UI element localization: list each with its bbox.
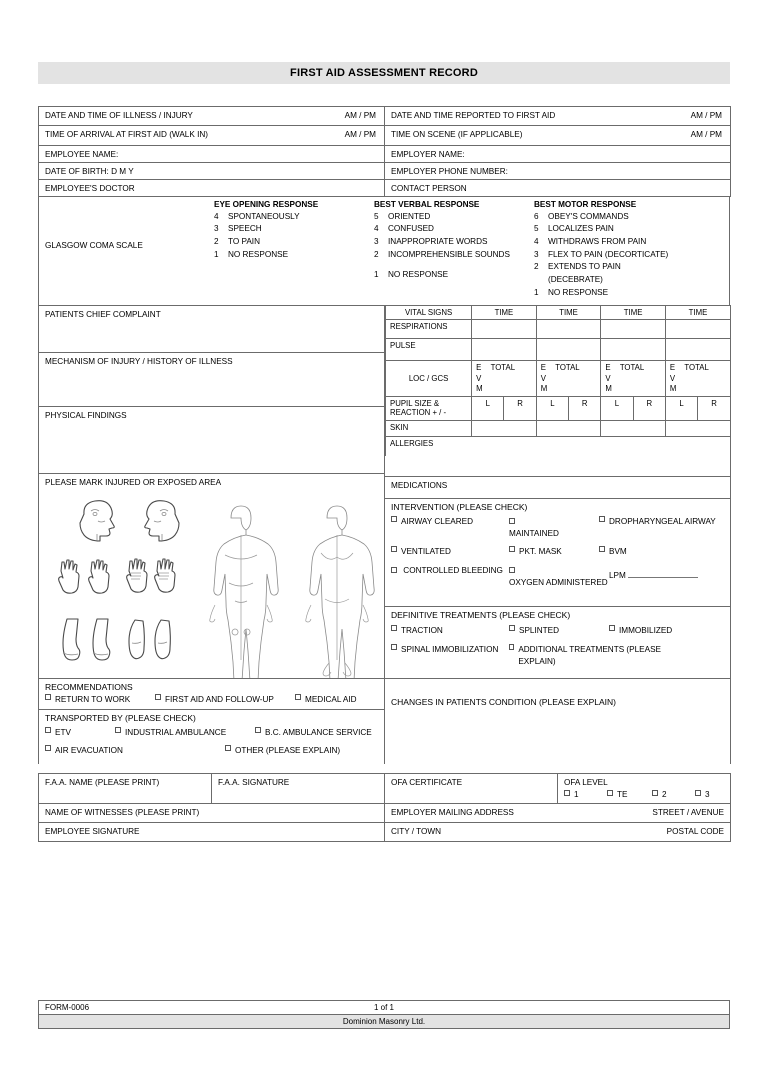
table-row (39, 678, 731, 763)
label: BVM (609, 547, 627, 557)
loc-gcs-cell-3[interactable] (601, 361, 666, 396)
checkbox-spinal-immobilization[interactable] (391, 644, 509, 669)
employee-signature-label: EMPLOYEE SIGNATURE (45, 826, 140, 836)
checkbox-icon[interactable] (607, 790, 613, 796)
label: AIR EVACUATION (55, 746, 123, 756)
score: 4 (534, 236, 539, 246)
vitals-time-4: TIME (665, 306, 730, 320)
label: FIRST AID AND FOLLOW-UP (165, 694, 274, 704)
header-info-table (38, 106, 731, 197)
letter-m: M (669, 383, 677, 393)
chief-complaint-label: PATIENTS CHIEF COMPLAINT (45, 310, 161, 320)
checkbox-maintained[interactable] (509, 516, 599, 541)
cell-arrival-time[interactable] (39, 126, 385, 145)
table-row (386, 361, 731, 396)
employer-mailing-address-label: EMPLOYER MAILING ADDRESS (391, 807, 514, 817)
letter-e: E (476, 363, 482, 373)
head-profile-right-icon (145, 500, 179, 540)
pupil-l-3[interactable]: L (601, 396, 633, 420)
footer-row-company (38, 1015, 730, 1029)
cell-employer-name[interactable] (385, 145, 731, 162)
score: 2 (534, 262, 539, 272)
list-item (374, 249, 534, 262)
list-item (214, 223, 374, 236)
checkbox-icon[interactable] (509, 625, 515, 631)
pulse-value-4[interactable] (665, 339, 730, 361)
table-row (386, 396, 731, 420)
list-item (374, 269, 534, 282)
respirations-value-2[interactable] (536, 320, 601, 339)
label: AIRWAY CLEARED (401, 516, 474, 526)
list-item (374, 223, 534, 236)
vitals-time-1: TIME (472, 306, 537, 320)
table-row (39, 773, 731, 803)
body-back-diagram-icon (306, 506, 374, 678)
label: TRACTION (401, 625, 443, 635)
pulse-value-2[interactable] (536, 339, 601, 361)
label: NO RESPONSE (548, 287, 609, 297)
field-medications[interactable] (385, 476, 731, 498)
page-title-bar (38, 62, 730, 84)
table-row (39, 822, 731, 841)
checkbox-icon[interactable] (45, 727, 51, 733)
pupil-l-1[interactable]: L (472, 396, 504, 420)
letter-v: V (540, 373, 546, 383)
loc-gcs-cell-4[interactable] (665, 361, 730, 396)
label: 1 (574, 789, 579, 799)
vitals-loc-gcs-label: LOC / GCS (386, 361, 472, 396)
cell-employees-doctor[interactable] (39, 179, 385, 196)
label: OXYGEN ADMINISTERED (509, 578, 608, 587)
score: 1 (534, 287, 539, 297)
checkbox-icon[interactable] (391, 516, 397, 522)
field-chief-complaint[interactable] (39, 306, 384, 353)
label: 3 (705, 789, 710, 799)
field-physical-findings[interactable] (39, 407, 384, 474)
letter-m: M (476, 383, 483, 393)
checkbox-ofa-level-1[interactable] (564, 790, 607, 799)
letter-v: V (669, 373, 676, 383)
field-ofa-certificate[interactable] (385, 773, 558, 803)
checkbox-icon[interactable] (599, 516, 605, 522)
ofa-level-label: OFA LEVEL (564, 777, 608, 787)
definitive-heading: DEFINITIVE TREATMENTS (PLEASE CHECK) (391, 609, 571, 620)
employees-doctor-label: EMPLOYEE'S DOCTOR (45, 183, 135, 193)
label: RETURN TO WORK (55, 694, 131, 704)
skin-value-3[interactable] (601, 420, 666, 436)
gcs-label: GLASGOW COMA SCALE (45, 240, 143, 250)
recommendations-row (39, 694, 384, 706)
checkbox-icon[interactable] (295, 694, 301, 700)
pupil-r-4[interactable]: R (698, 396, 730, 420)
signature-table (38, 773, 731, 843)
score: 3 (534, 249, 539, 259)
loc-gcs-cell-1[interactable] (472, 361, 537, 396)
faa-signature-label: F.A.A. SIGNATURE (218, 777, 290, 787)
gcs-body (39, 209, 729, 306)
checkbox-icon[interactable] (45, 745, 51, 751)
table-row (39, 306, 731, 476)
cell-reported-first-aid[interactable] (385, 107, 731, 126)
label: EXTENDS TO PAIN (DECEBRATE) (548, 262, 621, 285)
label: CONFUSED (388, 224, 434, 234)
score: 2 (214, 236, 219, 246)
checkbox-oxygen-administered[interactable] (509, 565, 609, 590)
skin-value-2[interactable] (536, 420, 601, 436)
label: B.C. AMBULANCE SERVICE (265, 727, 372, 737)
definitive-row-2 (391, 644, 724, 669)
loc-gcs-cell-2[interactable] (536, 361, 601, 396)
list-item (214, 211, 374, 224)
cell-narrative-column (39, 306, 385, 678)
table-row (39, 107, 731, 126)
checkbox-ventilated[interactable] (391, 546, 509, 558)
pulse-value-3[interactable] (601, 339, 666, 361)
arrival-label: TIME OF ARRIVAL AT FIRST AID (WALK IN) (45, 130, 209, 140)
respirations-value-1[interactable] (472, 320, 537, 339)
recommendations-heading: RECOMMENDATIONS (45, 681, 133, 692)
list-item (534, 223, 714, 236)
vitals-allergies-label[interactable]: ALLERGIES (386, 436, 731, 456)
section-recommendations (39, 678, 385, 763)
label: OBEY'S COMMANDS (548, 211, 629, 221)
score: 4 (374, 224, 379, 234)
letter-e: E (540, 363, 546, 373)
field-mechanism-of-injury[interactable] (39, 353, 384, 407)
respirations-value-3[interactable] (601, 320, 666, 339)
label: IMMOBILIZED (619, 625, 673, 635)
label: ADDITIONAL TREATMENTS (PLEASE EXPLAIN) (518, 644, 662, 667)
label: INDUSTRIAL AMBULANCE (125, 727, 227, 737)
cell-employee-name[interactable] (39, 145, 385, 162)
transport-row-1 (45, 727, 378, 739)
gcs-eye-heading: EYE OPENING RESPONSE (214, 199, 319, 209)
score: 3 (374, 236, 379, 246)
form-number: FORM-0006 (45, 1003, 90, 1012)
form-page (0, 62, 768, 1083)
feet-diagram-icon (63, 619, 170, 660)
label: VENTILATED (401, 547, 451, 557)
contact-person-label: CONTACT PERSON (391, 183, 467, 193)
vitals-header-label: VITAL SIGNS (386, 306, 472, 320)
checkbox-etv[interactable] (45, 727, 115, 739)
illness-injury-label: DATE AND TIME OF ILLNESS / INJURY (45, 111, 193, 120)
on-scene-ampm: AM / PM (690, 130, 722, 140)
mark-area-label: PLEASE MARK INJURED OR EXPOSED AREA (45, 478, 222, 488)
gcs-eye-column (214, 211, 374, 300)
pulse-value-1[interactable] (472, 339, 537, 361)
checkbox-airway-cleared[interactable] (391, 516, 509, 541)
assessment-table (38, 305, 731, 678)
label: INCOMPREHENSIBLE SOUNDS (388, 249, 510, 259)
recommendations-transport-table (38, 678, 731, 764)
faa-name-label: F.A.A. NAME (PLEASE PRINT) (45, 777, 160, 787)
letter-v: V (476, 373, 482, 383)
company-name: Dominion Masonry Ltd. (342, 1017, 426, 1026)
field-ofa-level (558, 773, 731, 803)
table-row (39, 126, 731, 145)
label: TE (617, 789, 628, 799)
table-row (39, 162, 731, 179)
checkbox-icon[interactable] (599, 546, 605, 552)
checkbox-bvm[interactable] (599, 546, 627, 558)
cell-contact-person[interactable] (385, 179, 731, 196)
section-intervention (385, 498, 731, 606)
table-row (386, 436, 731, 456)
label: SPLINTED (519, 625, 560, 635)
lpm-label: LPM (609, 570, 626, 580)
list-item (214, 236, 374, 249)
changes-heading: CHANGES IN PATIENTS CONDITION (PLEASE EXPLAIN) (391, 696, 616, 707)
lpm-input-line[interactable] (628, 569, 698, 578)
employee-name-label: EMPLOYEE NAME: (45, 149, 119, 159)
glasgow-coma-scale-table (38, 196, 730, 307)
skin-value-4[interactable] (665, 420, 730, 436)
label: ETV (55, 727, 71, 737)
table-row (39, 145, 731, 162)
label: NO RESPONSE (228, 249, 289, 259)
label: FLEX TO PAIN (DECORTICATE) (548, 249, 669, 259)
lpm-field[interactable] (609, 565, 698, 590)
letter-v: V (605, 373, 611, 383)
checkbox-pkt-mask[interactable] (509, 546, 599, 558)
field-witnesses[interactable] (39, 803, 385, 822)
list-item (534, 249, 714, 262)
cell-vitals-column (385, 306, 731, 476)
vitals-pulse-label: PULSE (386, 339, 472, 361)
employer-name-label: EMPLOYER NAME: (391, 149, 465, 159)
total-label: TOTAL (490, 363, 516, 373)
cell-employer-phone[interactable] (385, 162, 731, 179)
label: SPEECH (228, 224, 262, 234)
reported-label: DATE AND TIME REPORTED TO FIRST AID (391, 111, 556, 120)
mechanism-label: MECHANISM OF INJURY / HISTORY OF ILLNESS (45, 357, 233, 367)
table-row (386, 320, 731, 339)
gcs-headings (39, 197, 729, 209)
illness-injury-ampm: AM / PM (344, 111, 376, 120)
label: TO PAIN (228, 236, 260, 246)
page-footer (38, 1000, 730, 1029)
checkbox-first-aid-follow-up[interactable] (155, 694, 295, 706)
gcs-verbal-column (374, 211, 534, 300)
field-employee-signature[interactable] (39, 822, 385, 841)
medications-label: MEDICATIONS (391, 480, 448, 490)
total-label: TOTAL (684, 363, 709, 373)
table-row (386, 339, 731, 361)
label: NO RESPONSE (388, 270, 449, 280)
skin-value-1[interactable] (472, 420, 537, 436)
checkbox-icon[interactable] (695, 790, 701, 796)
checkbox-industrial-ambulance[interactable] (115, 727, 255, 739)
field-employer-mailing-address[interactable] (385, 803, 731, 822)
hands-diagram-icon (59, 559, 175, 593)
checkbox-icon[interactable] (564, 790, 570, 796)
checkbox-icon[interactable] (391, 625, 397, 631)
score: 1 (214, 249, 219, 259)
cell-on-scene-time[interactable] (385, 126, 731, 145)
cell-gcs (39, 196, 730, 306)
table-row (39, 179, 731, 196)
checkbox-return-to-work[interactable] (45, 694, 155, 706)
checkbox-ofa-level-2[interactable] (652, 790, 695, 799)
cell-date-of-birth[interactable] (39, 162, 385, 179)
total-label: TOTAL (619, 363, 645, 373)
letter-e: E (605, 363, 611, 373)
page-number: 1 of 1 (373, 1003, 394, 1012)
pupil-r-3[interactable]: R (633, 396, 665, 420)
intervention-row-1 (391, 516, 724, 541)
label: OTHER (PLEASE EXPLAIN) (235, 746, 341, 756)
section-changes-in-condition[interactable] (385, 678, 731, 763)
letter-e: E (669, 363, 676, 373)
checkbox-icon[interactable] (509, 546, 515, 552)
list-item (374, 236, 534, 249)
date-of-birth-label: DATE OF BIRTH: D M Y (45, 166, 134, 176)
checkbox-icon[interactable] (45, 694, 51, 700)
vitals-pupil-label: PUPIL SIZE & REACTION + / - (386, 396, 472, 420)
score: 4 (214, 211, 219, 221)
label: 2 (662, 789, 667, 799)
pupil-r-1[interactable]: R (504, 396, 536, 420)
list-item (534, 211, 714, 224)
checkbox-icon[interactable] (155, 694, 161, 700)
checkbox-icon[interactable] (652, 790, 658, 796)
checkbox-icon[interactable] (391, 546, 397, 552)
field-faa-signature[interactable] (212, 773, 385, 803)
checkbox-dropharyngeal-airway[interactable] (599, 516, 716, 541)
label: SPINAL IMMOBILIZATION (401, 644, 499, 654)
label: MEDICAL AID (305, 694, 357, 704)
pupil-l-2[interactable]: L (536, 396, 568, 420)
checkbox-splinted[interactable] (509, 625, 609, 637)
label: WITHDRAWS FROM PAIN (548, 236, 647, 246)
transport-heading: TRANSPORTED BY (PLEASE CHECK) (45, 712, 196, 723)
total-label: TOTAL (555, 363, 580, 373)
street-avenue-label: STREET / AVENUE (652, 807, 724, 817)
footer-row-top (38, 1000, 730, 1015)
table-row (39, 803, 731, 822)
anatomy-svg[interactable] (39, 493, 383, 678)
definitive-row-1 (391, 625, 724, 637)
intervention-heading: INTERVENTION (PLEASE CHECK) (391, 501, 528, 512)
physical-findings-label: PHYSICAL FINDINGS (45, 411, 127, 421)
label: INAPPROPRIATE WORDS (388, 236, 488, 246)
checkbox-other-transport[interactable] (225, 745, 340, 757)
transport-row-2 (45, 745, 378, 757)
checkbox-additional-treatments[interactable] (509, 644, 669, 669)
page-title: FIRST AID ASSESSMENT RECORD (290, 67, 478, 79)
section-definitive-treatments (385, 606, 731, 678)
ofa-certificate-label: OFA CERTIFICATE (391, 777, 463, 787)
gcs-verbal-heading: BEST VERBAL RESPONSE (374, 199, 480, 209)
table-row (39, 196, 730, 306)
body-front-diagram-icon (210, 506, 278, 678)
intervention-row-3 (391, 565, 724, 590)
checkbox-icon[interactable] (391, 644, 397, 650)
letter-m: M (540, 383, 548, 393)
table-row (386, 420, 731, 436)
vitals-skin-label: SKIN (386, 420, 472, 436)
checkbox-icon[interactable] (509, 644, 514, 650)
checkbox-air-evacuation[interactable] (45, 745, 225, 757)
list-item (534, 261, 714, 286)
pupil-l-4[interactable]: L (665, 396, 697, 420)
score: 1 (374, 270, 379, 280)
checkbox-ofa-level-te[interactable] (607, 790, 652, 799)
label: ORIENTED (388, 211, 431, 221)
score: 2 (374, 249, 379, 259)
employer-phone-label: EMPLOYER PHONE NUMBER: (391, 166, 508, 176)
label: SPONTANEOUSLY (228, 211, 300, 221)
cell-illness-injury[interactable] (39, 107, 385, 126)
postal-code-label: POSTAL CODE (666, 826, 724, 836)
list-item (214, 249, 374, 262)
field-city-town[interactable] (385, 822, 731, 841)
anatomical-diagram-group[interactable] (39, 493, 384, 678)
checkbox-controlled-bleeding[interactable] (391, 565, 509, 590)
pupil-r-2[interactable]: R (569, 396, 601, 420)
label: DROPHARYNGEAL AIRWAY (609, 516, 716, 526)
witnesses-label: NAME OF WITNESSES (PLEASE PRINT) (45, 807, 200, 817)
checkbox-icon[interactable] (255, 727, 261, 733)
city-town-label: CITY / TOWN (391, 826, 442, 836)
score: 5 (374, 211, 379, 221)
list-item (534, 287, 714, 300)
respirations-value-4[interactable] (665, 320, 730, 339)
checkbox-icon[interactable] (509, 567, 515, 573)
checkbox-medical-aid[interactable] (295, 694, 357, 706)
field-faa-name[interactable] (39, 773, 212, 803)
checkbox-icon[interactable] (115, 727, 121, 733)
table-row (386, 306, 731, 320)
checkbox-traction[interactable] (391, 625, 509, 637)
arrival-ampm: AM / PM (344, 130, 376, 140)
score: 3 (214, 224, 219, 234)
label: MAINTAINED (509, 529, 559, 539)
gcs-motor-heading: BEST MOTOR RESPONSE (534, 199, 637, 209)
score: 5 (534, 224, 539, 234)
checkbox-icon[interactable] (609, 625, 615, 631)
checkbox-immobilized[interactable] (609, 625, 672, 637)
list-item (534, 236, 714, 249)
checkbox-icon[interactable] (391, 567, 397, 573)
section-transport (39, 710, 384, 764)
field-mark-injured-area[interactable] (39, 474, 384, 677)
vitals-respirations-label: RESPIRATIONS (386, 320, 472, 339)
list-item (374, 211, 534, 224)
checkbox-bc-ambulance-service[interactable] (255, 727, 372, 739)
label: CONTROLLED BLEEDING (403, 565, 503, 575)
label: PKT. MASK (519, 547, 562, 557)
on-scene-label: TIME ON SCENE (IF APPLICABLE) (391, 130, 523, 140)
reported-ampm: AM / PM (690, 111, 722, 120)
intervention-row-2 (391, 546, 724, 558)
head-profile-left-icon (80, 500, 114, 540)
score: 6 (534, 211, 539, 221)
gcs-motor-column (534, 211, 714, 300)
checkbox-icon[interactable] (509, 518, 515, 524)
checkbox-icon[interactable] (225, 745, 231, 751)
label: LOCALIZES PAIN (548, 224, 614, 234)
checkbox-ofa-level-3[interactable] (695, 790, 710, 799)
vitals-time-2: TIME (536, 306, 601, 320)
vitals-time-3: TIME (601, 306, 666, 320)
vital-signs-table (385, 306, 730, 456)
letter-m: M (605, 383, 612, 393)
